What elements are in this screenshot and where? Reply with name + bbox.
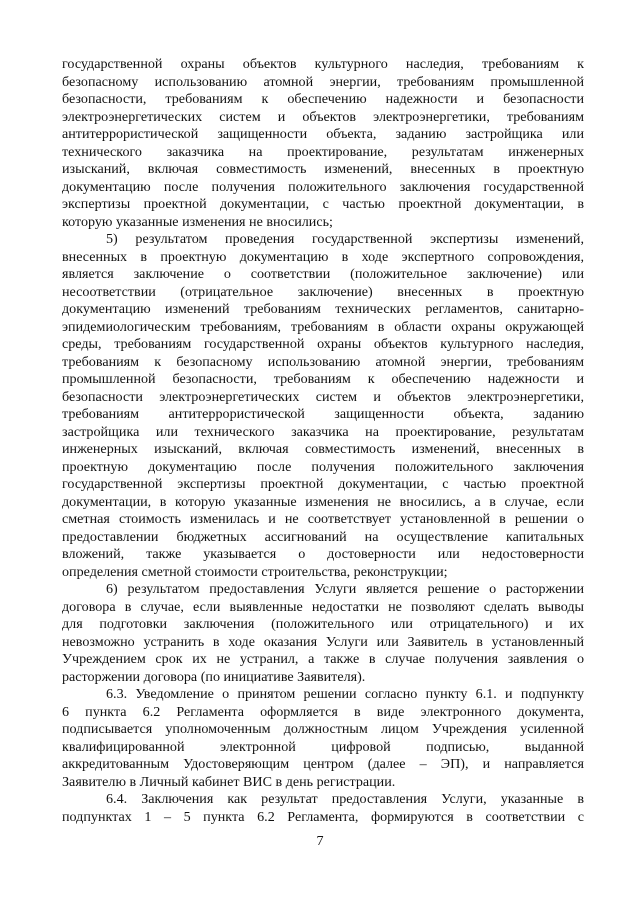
text-line: подпунктах 1 – 5 пункта 6.2 Регламента, формируются в соответствии с — [62, 808, 584, 825]
text-line: документации, в которую указанные изменения не вносились, а в случае, если — [62, 493, 584, 510]
text-line: государственной охраны объектов культурного наследия, требованиям к — [62, 56, 584, 72]
text-line: государственной экспертизы проектной документации, с частью проектной — [62, 476, 584, 492]
text-line: проектную документацию после получения положительного заключения — [62, 458, 584, 475]
text-line: требованиям к безопасному использованию атомной энергии, требованиям — [62, 353, 584, 370]
text-line: требованиям антитеррористической защищенности объекта, заданию — [62, 406, 584, 422]
text-line: является заключение о соответствии (положительное заключение) или — [62, 266, 584, 282]
text-line: промышленной безопасности, требованиям к обеспечению надежности и — [62, 371, 584, 387]
text-line: документацию после получения положительного заключения государственной — [62, 178, 584, 195]
text-line: 6.3. Уведомление о принятом решении согласно пункту 6.1. и подпункту — [106, 686, 584, 702]
text-line: сметная стоимость изменилась и не соответствует установленной в решении о — [62, 511, 584, 527]
text-line: безопасному использованию атомной энергии, требованиям промышленной — [62, 73, 584, 90]
text-line: квалифицированной электронной цифровой подписью, выданной — [62, 738, 584, 755]
text-line: инженерных изысканий, включая совместимость изменений, внесенных в — [62, 441, 584, 457]
text-line: Учреждением срок их не устранил, а также в случае получения заявления о — [62, 651, 584, 667]
text-line: подписывается уполномоченным должностным лицом Учреждения усиленной — [62, 721, 584, 737]
text-line: договора в случае, если выявленные недостатки не позволяют сделать выводы — [62, 598, 584, 615]
text-line: для подготовки заключения (положительного или отрицательного) и их — [62, 616, 584, 632]
text-line: аккредитованным Удостоверяющим центром (далее – ЭП), и направляется — [62, 756, 584, 772]
text-line: 6) результатом предоставления Услуги является решение о расторжении — [106, 581, 584, 597]
text-line: определения сметной стоимости строительства, реконструкции; — [62, 563, 448, 580]
text-line: 6 пункта 6.2 Регламента оформляется в виде электронного документа, — [62, 703, 584, 720]
text-line: Заявителю в Личный кабинет ВИС в день регистрации. — [62, 773, 396, 790]
text-line: внесенных в проектную документацию в ходе экспертного сопровождения, — [62, 248, 584, 265]
text-line: застройщика или технического заказчика на проектирование, результатам — [62, 423, 584, 440]
text-line: антитеррористической защищенности объекта, заданию застройщика или — [62, 126, 584, 142]
text-line: электроэнергетических систем и объектов электроэнергетики, требованиям — [62, 108, 584, 125]
text-line: документацию изменений требованиям технических регламентов, санитарно- — [62, 301, 584, 317]
text-line: безопасности электроэнергетических систем и объектов электроэнергетики, — [62, 388, 584, 405]
text-line: экспертизы проектной документации, с частью проектной документации, в — [62, 196, 584, 212]
text-line: расторжении договора (по инициативе Заявителя). — [62, 668, 366, 685]
text-line: безопасности, требованиям к обеспечению надежности и безопасности — [62, 91, 584, 107]
text-line: предоставлении бюджетных ассигнований на осуществление капитальных — [62, 528, 584, 545]
text-line: 5) результатом проведения государственной экспертизы изменений, — [106, 231, 584, 247]
text-line: невозможно устранить в ходе оказания Услуги или Заявитель в установленный — [62, 633, 584, 650]
text-line: вложений, также указывается о достоверности или недостоверности — [62, 546, 584, 562]
text-line: несоответствии (отрицательное заключение) внесенных в проектную — [62, 283, 584, 300]
text-line: эпидемиологическим требованиям, требованиям в области охраны окружающей — [62, 318, 584, 335]
body-text — [62, 56, 584, 826]
page-number: 7 — [316, 833, 324, 849]
text-line: изысканий, включая совместимость изменений, внесенных в проектную — [62, 161, 584, 177]
text-line: среды, требованиям государственной охраны объектов культурного наследия, — [62, 336, 584, 352]
text-line: которую указанные изменения не вносились; — [62, 213, 333, 230]
text-line: 6.4. Заключения как результат предоставления Услуги, указанные в — [106, 791, 584, 807]
text-line: технического заказчика на проектирование, результатам инженерных — [62, 143, 584, 160]
